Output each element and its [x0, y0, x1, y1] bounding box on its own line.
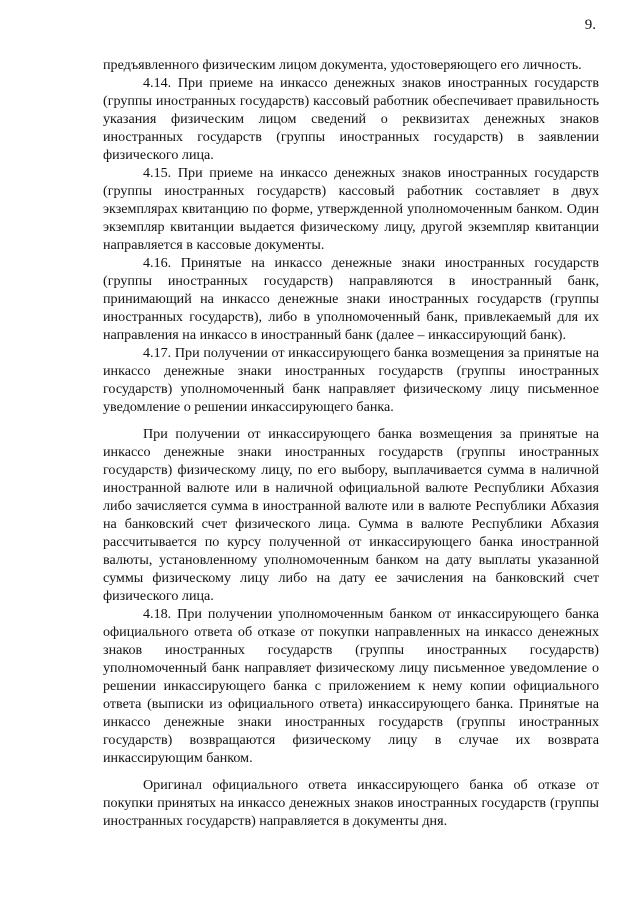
- document-body: [103, 56, 599, 830]
- paragraph-4-16: 4.16. Принятые на инкассо денежные знаки иностранных государств (группы иностранных государств) направляются в иностранный банк, принимающий на инкассо денежные знаки иностранных государств (группы иностранных государств), либо в уполномоченный банк, привлекаемый для их направления на инкассо в иностранный банк (далее – инкассирующий банк).: [103, 255, 599, 343]
- paragraph-4-17-continued: При получении от инкассирующего банка возмещения за принятые на инкассо денежные знаки иностранных государств (группы иностранных государств) физическому лицу, по его выбору, выплачивается сумма в наличной иностранной валюте или в наличной официальной валюте Республики Абхазия либо зачисляется сумма в иностранной валюте или в валюте Республики Абхазия на банковский счет физического лица. Сумма в валюте Республики Абхазия рассчитывается по курсу полученной от инкассирующего банка иностранной валюты, установленному уполномоченным банком на дату выплаты указанной суммы физическому лицу либо на дату ее зачисления на банковский счет физического лица.: [103, 426, 599, 604]
- paragraph-4-18: 4.18. При получении уполномоченным банком от инкассирующего банка официального ответа об отказе от покупки направленных на инкассо денежных знаков иностранных государств (группы иностранных государств) уполномоченный банк направляет физическому лицу письменное уведомление о решении инкассирующего банка с приложением к нему копии официального ответа (выписки из официального ответа) инкассирующего банка. Принятые на инкассо денежные знаки иностранных государств (группы иностранных государств) возвращаются физическому лицу в случае их возврата инкассирующим банком.: [103, 606, 599, 766]
- paragraph-4-15: 4.15. При приеме на инкассо денежных знаков иностранных государств (группы иностранных государств) кассовый работник составляет в двух экземплярах квитанцию по форме, утвержденной уполномоченным банком. Один экземпляр квитанции выдается физическому лицу, другой экземпляр квитанции направляется в кассовые документы.: [103, 165, 599, 253]
- paragraph-continuation: предъявленного физическим лицом документа, удостоверяющего его личность.: [103, 57, 582, 73]
- paragraph-original-response: Оригинал официального ответа инкассирующего банка об отказе от покупки принятых на инкассо денежных знаков иностранных государств (группы иностранных государств) направляется в документы дня.: [103, 777, 599, 829]
- page-number: 9.: [584, 17, 596, 33]
- paragraph-4-17: 4.17. При получении от инкассирующего банка возмещения за принятые на инкассо денежные знаки иностранных государств (группы иностранных государств) уполномоченный банк направляет физическому лицу письменное уведомление о решении инкассирующего банка.: [103, 345, 599, 415]
- paragraph-4-14: 4.14. При приеме на инкассо денежных знаков иностранных государств (группы иностранных государств) кассовый работник обеспечивает правильность указания физическим лицом сведений о реквизитах денежных знаков иностранных государств (группы иностранных государств) в заявлении физического лица.: [103, 75, 599, 163]
